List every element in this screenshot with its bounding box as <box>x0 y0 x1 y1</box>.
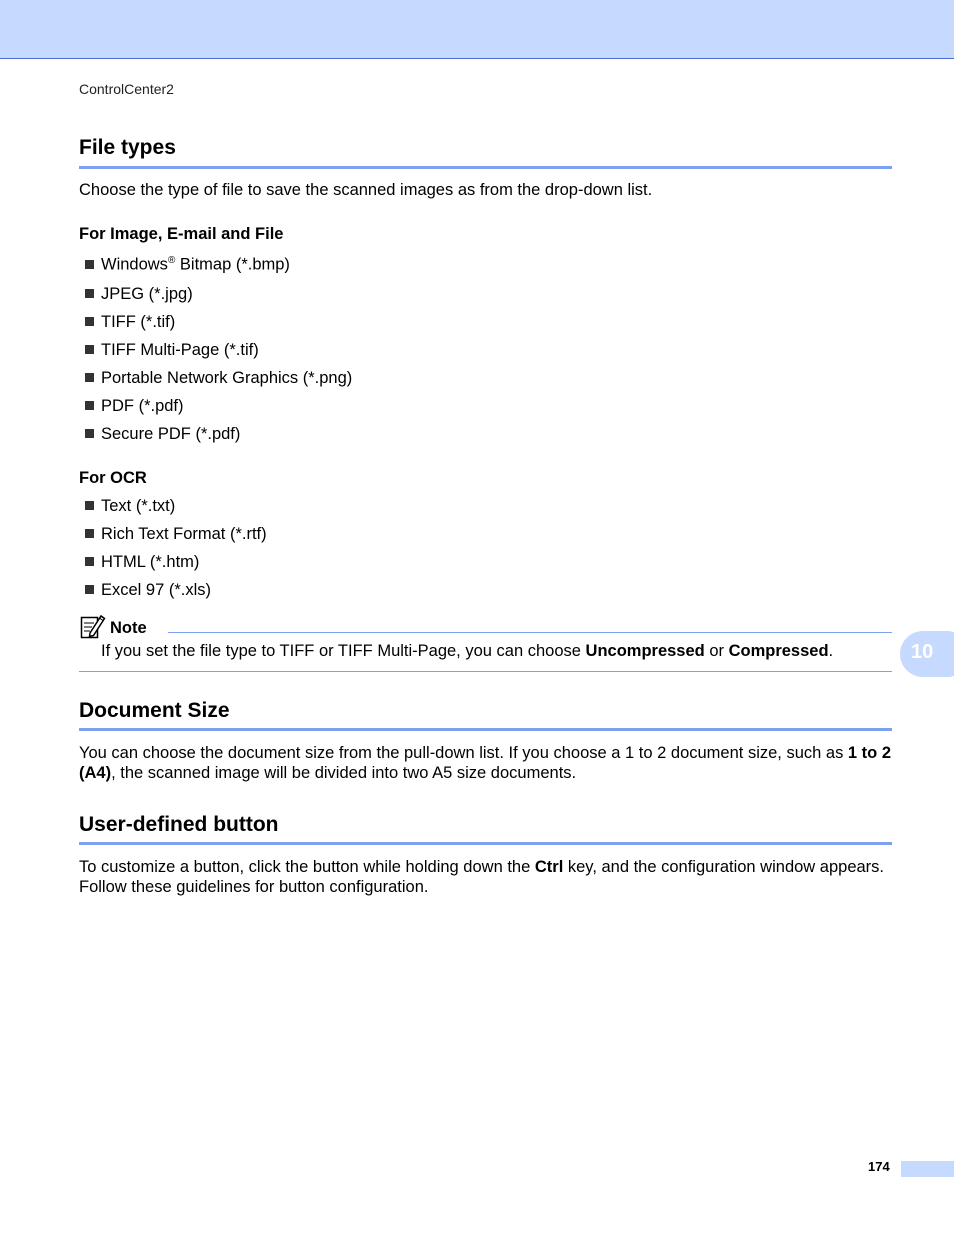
square-bullet-icon <box>85 529 94 538</box>
list-item <box>85 285 193 304</box>
list-item-text: Bitmap (*.bmp) <box>175 255 290 274</box>
ocr-group-heading: For OCR <box>79 469 147 487</box>
list-item <box>85 425 240 444</box>
section-rule <box>79 166 892 169</box>
list-item-text: Secure PDF (*.pdf) <box>101 425 241 443</box>
square-bullet-icon <box>85 373 94 382</box>
section-title-user-defined-button: User-defined button <box>79 813 279 836</box>
list-item-text: Windows <box>101 255 168 274</box>
list-item-text: HTML (*.htm) <box>101 553 200 571</box>
running-header: ControlCenter2 <box>79 81 174 97</box>
section-rule <box>79 728 892 731</box>
list-item <box>85 553 199 572</box>
list-item <box>85 255 290 275</box>
note-divider-bottom <box>79 671 892 672</box>
list-item-text: PDF (*.pdf) <box>101 397 184 415</box>
list-item-text: Portable Network Graphics (*.png) <box>101 369 353 387</box>
square-bullet-icon <box>85 585 94 594</box>
list-item <box>85 581 211 600</box>
square-bullet-icon <box>85 401 94 410</box>
list-item <box>85 525 267 544</box>
square-bullet-icon <box>85 501 94 510</box>
section-title-file-types: File types <box>79 136 176 159</box>
list-item-text: JPEG (*.jpg) <box>101 285 193 303</box>
square-bullet-icon <box>85 429 94 438</box>
list-item <box>85 397 184 416</box>
document-size-text: You can choose the document size from the pull-down list. If you choose a 1 to 2 document size, such as 1 to 2 (A4), the scanned image will be divided into two A5 size documents. <box>79 744 892 782</box>
list-item-text: Text (*.txt) <box>101 497 176 515</box>
registered-mark: ® <box>167 255 176 266</box>
list-item-text: Excel 97 (*.xls) <box>101 581 212 599</box>
note-text: If you set the file type to TIFF or TIFF Multi-Page, you can choose Uncompressed or Compressed. <box>101 642 834 660</box>
image-group-heading: For Image, E-mail and File <box>79 225 284 243</box>
list-item <box>85 369 352 388</box>
section-title-document-size: Document Size <box>79 699 230 722</box>
chapter-number: 10 <box>911 641 934 663</box>
square-bullet-icon <box>85 289 94 298</box>
list-item <box>85 313 175 332</box>
note-pencil-icon <box>80 613 106 639</box>
square-bullet-icon <box>85 345 94 354</box>
list-item-text: TIFF (*.tif) <box>101 313 176 331</box>
square-bullet-icon <box>85 260 94 269</box>
list-item-text: Rich Text Format (*.rtf) <box>101 525 267 543</box>
note-label: Note <box>110 619 147 637</box>
list-item <box>85 341 259 360</box>
square-bullet-icon <box>85 317 94 326</box>
list-item-text: TIFF Multi-Page (*.tif) <box>101 341 259 359</box>
user-defined-text: To customize a button, click the button while holding down the Ctrl key, and the configuration window appears. Follow these guidelines for button configuration. <box>79 858 885 896</box>
page-number: 174 <box>868 1159 890 1174</box>
top-header-band <box>0 0 954 59</box>
note-divider-top <box>168 632 892 633</box>
section-rule <box>79 842 892 845</box>
list-item <box>85 497 175 516</box>
square-bullet-icon <box>85 557 94 566</box>
file-types-intro: Choose the type of file to save the scanned images as from the drop-down list. <box>79 181 653 199</box>
page-number-tab <box>901 1161 954 1177</box>
